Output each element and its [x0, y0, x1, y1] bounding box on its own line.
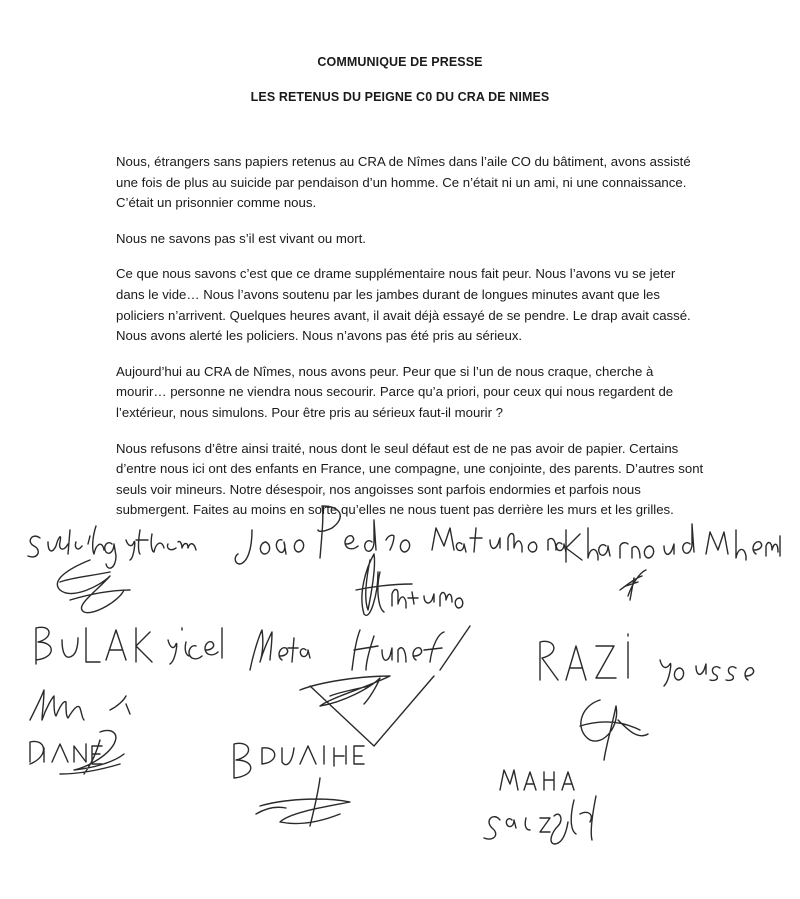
paragraph-1: Nous, étrangers sans papiers retenus au CRA de Nîmes dans l’aile CO du bâtiment, avons assisté une fois de plus au suicide par pendaison d’un homme. Ce n’était ni un ami, ni une connaissance. C’était un prisonnier comme nous. — [116, 154, 691, 211]
document-body — [116, 152, 706, 536]
document-subtitle: LES RETENUS DU PEIGNE C0 DU CRA DE NIMES — [250, 90, 550, 104]
signature-bduaihe — [234, 743, 364, 826]
paragraph-5: Nous refusons d’être ainsi traité, nous dont le seul défaut est de ne pas avoir de papier. Certains d’entre nous ici ont des enfants en France, une compagne, une conjointe, des parents. D’autres sont seuls voir mineurs. Notre désespoir, nos angoisses sont parfois endormies et parfois nous submergent. Faites au moins en sorte qu’elles ne nous tuent pas derrière les murs et les grilles. — [116, 440, 704, 518]
signature-bulak — [36, 627, 222, 664]
paragraph-2: Nous ne savons pas s’il est vivant ou mort. — [116, 230, 366, 246]
signature-joao — [235, 506, 566, 615]
signature-razi — [540, 634, 754, 760]
paragraph-3: Ce que nous savons c’est que ce drame supplémentaire nous fait peur. Nous l’avons vu se jeter dans le vide… Nous l’avons soutenu par les jambes durant de longues minutes avant que les policiers n’arrivent. Quelques heures avant, il avait déjà essayé de se pendre. Le drap avait cassé. Nous avons alerté les policiers. Nous n’avons pas été pris au sérieux. — [116, 266, 691, 344]
signature-maha — [484, 770, 596, 844]
signatures-drawing — [0, 500, 800, 899]
signature-diane — [30, 690, 130, 774]
paragraph-4: Aujourd’hui au CRA de Nîmes, nous avons peur. Peur que si l’un de nous craque, cherche à mourir… personne ne viendra nous secourir. Parce qu’a priori, pour ceux qui nous regardent de l’extérieur, nous simulons. Pour être pris au sérieux faut-il mourir ? — [116, 363, 674, 420]
document-title: COMMUNIQUE DE PRESSE — [317, 55, 483, 69]
signature-meta — [250, 626, 470, 746]
signature-kharnoudi — [566, 524, 780, 600]
signature-sdiri — [28, 526, 196, 613]
signatures-area — [0, 500, 800, 899]
